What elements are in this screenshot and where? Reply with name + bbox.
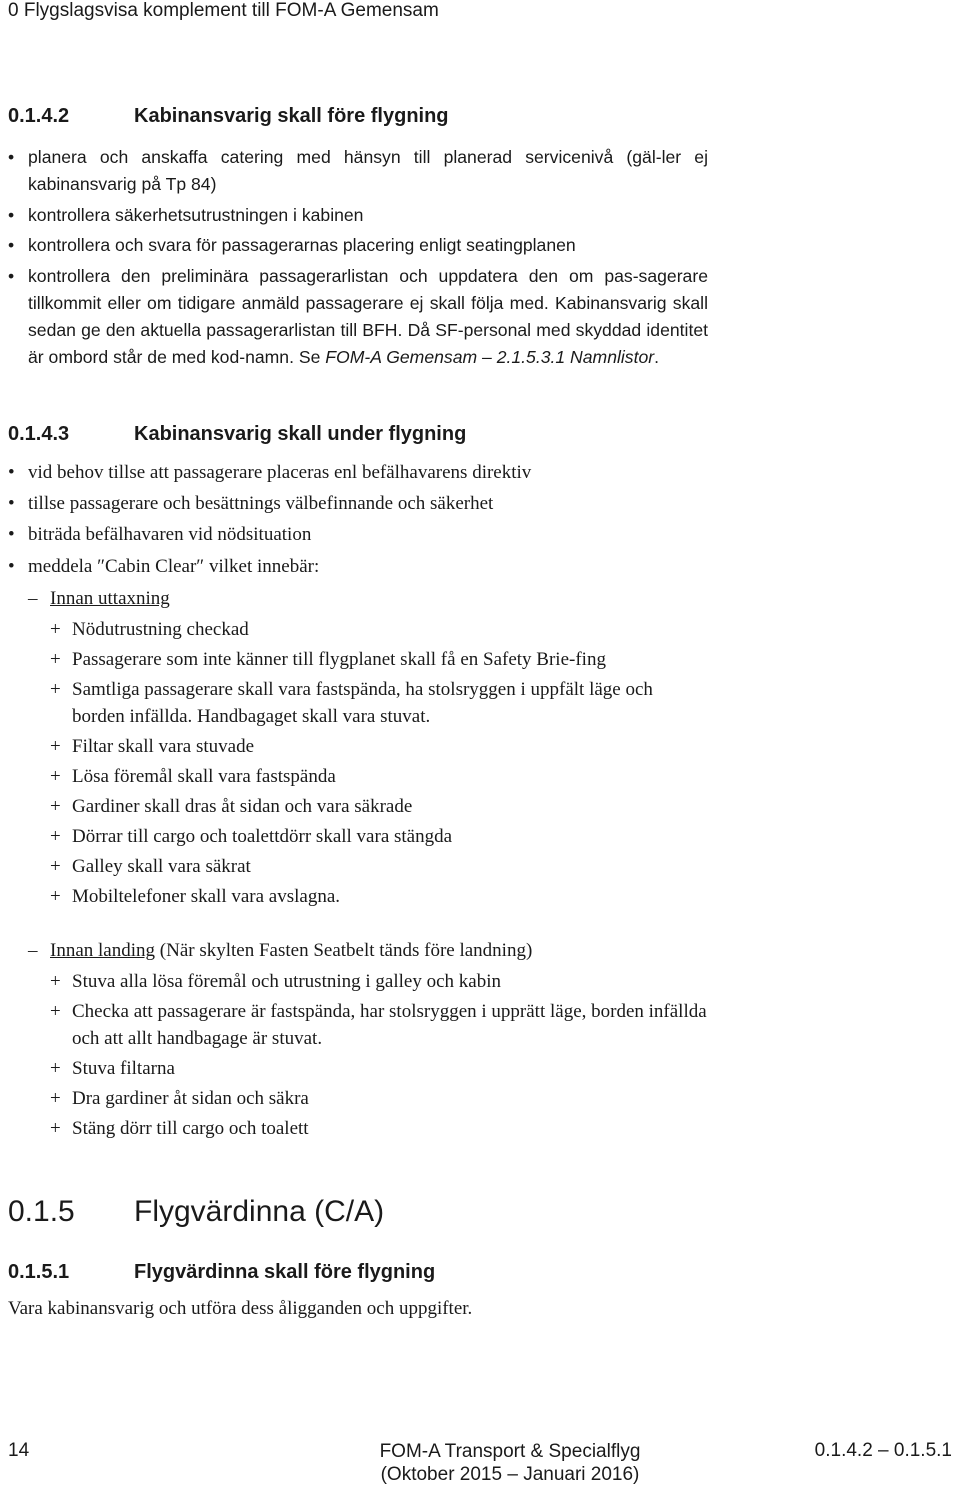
sublist-item-text: Lösa föremål skall vara fastspända bbox=[72, 765, 336, 787]
list-item bbox=[8, 491, 708, 518]
section-number: 0.1.4.2 bbox=[8, 105, 70, 127]
list-item bbox=[8, 263, 708, 370]
document-reference: FOM-A Gemensam – 2.1.5.3.1 Namnlistor bbox=[325, 346, 655, 367]
footer-date-line: (Oktober 2015 – Januari 2016) bbox=[380, 1464, 640, 1485]
sublist-item-text: Galley skall vara säkrat bbox=[72, 855, 251, 877]
sublist-item-text: Passagerare som inte känner till flygplanet skall få en Safety Brie-fing bbox=[72, 649, 606, 670]
list-item bbox=[8, 460, 708, 487]
plus-icon: + bbox=[50, 1117, 61, 1139]
bullet-icon: • bbox=[8, 493, 15, 515]
section-title: Kabinansvarig skall under flygning bbox=[134, 423, 467, 445]
plus-icon: + bbox=[50, 679, 61, 700]
bullet-icon: • bbox=[8, 266, 15, 287]
sublist-item-text: Samtliga passagerare skall vara fastspända, ha stolsryggen i uppfält läge och borden infällda. Handbagaget skall vara stuvat. bbox=[72, 679, 653, 727]
page-number: 14 bbox=[8, 1440, 30, 1461]
plus-icon: + bbox=[50, 619, 61, 640]
sublist-item-text: Stuva alla lösa föremål och utrustning i galley och kabin bbox=[72, 971, 501, 992]
list-item bbox=[8, 144, 708, 198]
section-title: Flygvärdinna skall före flygning bbox=[134, 1261, 436, 1283]
plus-icon: + bbox=[50, 825, 61, 847]
list-item-text: meddela ″Cabin Clear″ vilket innebär: bbox=[28, 555, 320, 577]
list-item-text: biträda befälhavaren vid nödsituation bbox=[28, 524, 312, 546]
section-list-during-flight bbox=[8, 460, 708, 585]
section-number: 0.1.5 bbox=[8, 1195, 75, 1228]
list-item bbox=[8, 554, 708, 581]
bullet-icon: • bbox=[8, 524, 15, 546]
plus-icon: + bbox=[50, 765, 61, 787]
sublist-item bbox=[8, 794, 708, 821]
section-heading-0-1-4-3 bbox=[8, 422, 466, 446]
dash-icon: – bbox=[28, 588, 38, 609]
list-item-text: kontrollera säkerhetsutrustningen i kabinen bbox=[28, 204, 364, 225]
list-item-text: vid behov tillse att passagerare placeras enl befälhavarens direktiv bbox=[28, 462, 532, 483]
footer-title-line: FOM-A Transport & Specialflyg bbox=[379, 1441, 641, 1462]
plus-icon: + bbox=[50, 1087, 61, 1109]
section-number: 0.1.4.3 bbox=[8, 423, 70, 445]
sublist-item bbox=[8, 1056, 708, 1083]
plus-icon: + bbox=[50, 855, 61, 877]
section-heading-0-1-4-2 bbox=[8, 104, 449, 128]
section-list-before-flight bbox=[8, 144, 708, 374]
sublist-item-text: Stäng dörr till cargo och toalett bbox=[72, 1117, 309, 1139]
bullet-icon: • bbox=[8, 555, 15, 577]
sublist-item bbox=[8, 1116, 708, 1143]
plus-icon: + bbox=[50, 971, 61, 992]
section-paragraph: Vara kabinansvarig och utföra dess åligganden och uppgifter. bbox=[8, 1298, 473, 1319]
sublist-before-taxi bbox=[8, 617, 708, 914]
sublist-item bbox=[8, 734, 708, 761]
footer-document-title bbox=[330, 1440, 690, 1486]
list-item bbox=[8, 202, 708, 229]
sublist-item bbox=[8, 617, 708, 644]
sublist-label: Innan landing (När skylten Fasten Seatbelt tänds före landning) bbox=[50, 940, 533, 961]
bullet-icon: • bbox=[8, 462, 15, 483]
sublist-before-landing bbox=[8, 969, 708, 1146]
plus-icon: + bbox=[50, 1001, 61, 1022]
sublist-item-text: Dra gardiner åt sidan och säkra bbox=[72, 1087, 309, 1109]
dash-icon: – bbox=[28, 940, 38, 961]
plus-icon: + bbox=[50, 735, 61, 757]
sublist-label: Innan uttaxning bbox=[50, 588, 170, 609]
sublist-item-text: Stuva filtarna bbox=[72, 1057, 175, 1079]
plus-icon: + bbox=[50, 1057, 61, 1079]
bullet-icon: • bbox=[8, 235, 15, 256]
sublist-item bbox=[8, 969, 708, 996]
list-item-text: planera och anskaffa catering med hänsyn till planerad servicenivå (gäl-ler ej kabinansvarig på Tp 84) bbox=[28, 147, 708, 194]
sublist-item-text: Filtar skall vara stuvade bbox=[72, 735, 255, 757]
plus-icon: + bbox=[50, 649, 61, 670]
sublist-item bbox=[8, 999, 708, 1052]
bullet-icon: • bbox=[8, 204, 15, 225]
sublist-item-text: Gardiner skall dras åt sidan och vara säkrade bbox=[72, 795, 413, 817]
sublist-item bbox=[8, 764, 708, 791]
sublist-item-text: Checka att passagerare är fastspända, har stolsryggen i upprätt läge, borden infällda och att allt handbagage är stuvat. bbox=[72, 1001, 707, 1049]
sublist-item bbox=[8, 647, 708, 674]
chapter-heading-0-1-5 bbox=[8, 1194, 384, 1230]
section-heading-0-1-5-1 bbox=[8, 1260, 435, 1284]
list-item-text: kontrollera och svara för passagerarnas placering enligt seatingplanen bbox=[28, 235, 576, 256]
section-title: Kabinansvarig skall före flygning bbox=[134, 105, 449, 127]
list-item bbox=[8, 522, 708, 549]
list-item-end: . bbox=[654, 346, 660, 367]
sublist-item-text: Nödutrustning checkad bbox=[72, 619, 249, 640]
bullet-icon: • bbox=[8, 147, 15, 167]
sublist-item-text: Dörrar till cargo och toalettdörr skall vara stängda bbox=[72, 825, 453, 847]
plus-icon: + bbox=[50, 795, 61, 817]
sublist-item bbox=[8, 854, 708, 881]
list-item bbox=[8, 232, 708, 259]
sublist-item bbox=[8, 824, 708, 851]
running-header: 0 Flygslagsvisa komplement till FOM-A Gemensam bbox=[8, 0, 439, 21]
sublist-item bbox=[8, 1086, 708, 1113]
sublist-item bbox=[8, 884, 708, 911]
section-number: 0.1.5.1 bbox=[8, 1261, 70, 1283]
sublist-item bbox=[8, 677, 708, 730]
section-title: Flygvärdinna (C/A) bbox=[134, 1195, 385, 1228]
sublist-item-text: Mobiltelefoner skall vara avslagna. bbox=[72, 885, 341, 907]
footer-section-range: 0.1.4.2 – 0.1.5.1 bbox=[814, 1440, 952, 1461]
list-item-text: tillse passagerare och besättnings välbefinnande och säkerhet bbox=[28, 493, 494, 515]
plus-icon: + bbox=[50, 885, 61, 907]
list-item-text: kontrollera den preliminära passagerarlistan och uppdatera den om pas-sagerare tillkommit eller om tidigare anmäld passagerare ej skall följa med. Kabinansvarig skall sedan ge den aktuella passagerarlistan till BFH. Då SF-personal med skyddad identitet är ombord står de med kod-namn. Se bbox=[28, 266, 708, 367]
